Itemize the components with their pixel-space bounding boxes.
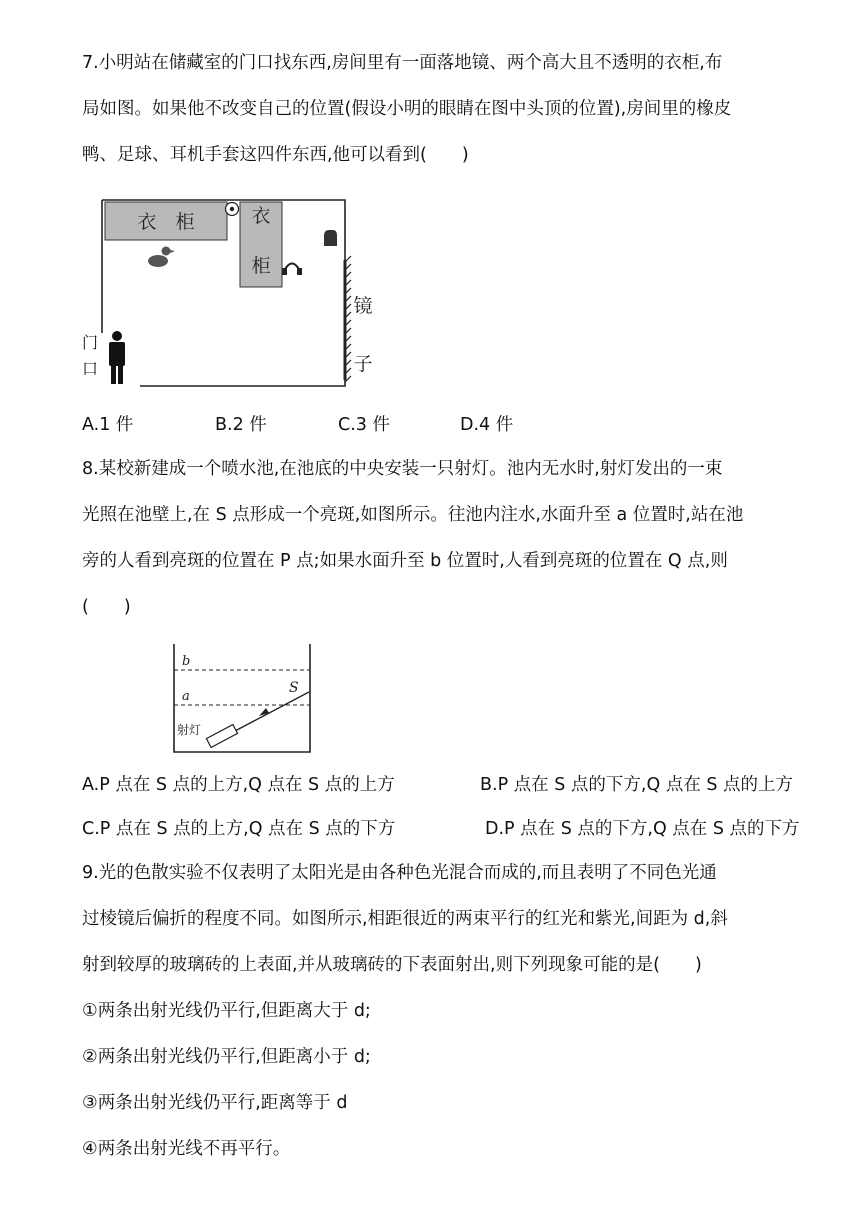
- glove-icon: [324, 230, 337, 246]
- wardrobe-2-label-bottom: 柜: [251, 255, 271, 277]
- q7-option-d[interactable]: D.4 件: [460, 415, 514, 435]
- person-icon: [109, 331, 125, 384]
- label-S: S: [289, 680, 299, 696]
- q7-option-c[interactable]: C.3 件: [338, 415, 390, 435]
- lamp-label: 射灯: [177, 723, 202, 737]
- wardrobe-1-label: 衣 柜: [137, 211, 195, 233]
- headphones-icon: [282, 264, 302, 276]
- q8-option-d[interactable]: D.P 点在 S 点的下方,Q 点在 S 点的下方: [485, 819, 800, 839]
- q9-line-3: 射到较厚的玻璃砖的上表面,并从玻璃砖的下表面射出,则下列现象可能的是( ): [82, 955, 702, 975]
- q8-option-a[interactable]: A.P 点在 S 点的上方,Q 点在 S 点的上方: [82, 775, 395, 795]
- light-beam: [235, 692, 309, 731]
- mirror-label-bottom: 子: [353, 353, 373, 375]
- q9-line-1: 9.光的色散实验不仅表明了太阳光是由各种色光混合而成的,而且表明了不同色光通: [82, 863, 717, 883]
- q9-statement-1: ①两条出射光线仍平行,但距离大于 d;: [82, 1001, 371, 1021]
- q7-line-1: 7.小明站在储藏室的门口找东西,房间里有一面落地镜、两个高大且不透明的衣柜,布: [82, 53, 723, 73]
- q9-line-2: 过棱镜后偏折的程度不同。如图所示,相距很近的两束平行的红光和紫光,间距为 d,斜: [82, 909, 728, 929]
- door-label-top: 门: [81, 333, 99, 352]
- beam-arrow: [259, 708, 269, 716]
- q7-line-2: 局如图。如果他不改变自己的位置(假设小明的眼睛在图中头顶的位置),房间里的橡皮: [82, 99, 732, 119]
- label-b: b: [182, 654, 191, 669]
- wardrobe-2-label-top: 衣: [251, 205, 271, 227]
- mirror-label-top: 镜: [353, 295, 373, 317]
- q8-option-b[interactable]: B.P 点在 S 点的下方,Q 点在 S 点的上方: [480, 775, 794, 795]
- q8-line-1: 8.某校新建成一个喷水池,在池底的中央安装一只射灯。池内无水时,射灯发出的一束: [82, 459, 723, 479]
- q8-option-c[interactable]: C.P 点在 S 点的上方,Q 点在 S 点的下方: [82, 819, 396, 839]
- q9-statement-3: ③两条出射光线仍平行,距离等于 d: [82, 1093, 348, 1113]
- q8-line-2: 光照在池壁上,在 S 点形成一个亮斑,如图所示。往池内注水,水面升至 a 位置时,站在池: [82, 505, 744, 525]
- q8-line-3: 旁的人看到亮斑的位置在 P 点;如果水面升至 b 位置时,人看到亮斑的位置在 Q 点,则: [82, 551, 728, 571]
- q7-line-3: 鸭、足球、耳机手套这四件东西,他可以看到( ): [82, 145, 469, 165]
- door-label-bottom: 口: [81, 359, 99, 378]
- q8-pool-diagram: [165, 640, 325, 762]
- spotlight-icon: [206, 725, 237, 748]
- rubber-duck-icon: [148, 247, 175, 268]
- q9-statement-2: ②两条出射光线仍平行,但距离小于 d;: [82, 1047, 371, 1067]
- q7-room-diagram: [80, 188, 380, 397]
- q9-statement-4: ④两条出射光线不再平行。: [82, 1139, 291, 1159]
- q8-line-4: ( ): [82, 597, 131, 617]
- q7-option-b[interactable]: B.2 件: [215, 415, 267, 435]
- label-a: a: [182, 689, 190, 704]
- q7-option-a[interactable]: A.1 件: [82, 415, 134, 435]
